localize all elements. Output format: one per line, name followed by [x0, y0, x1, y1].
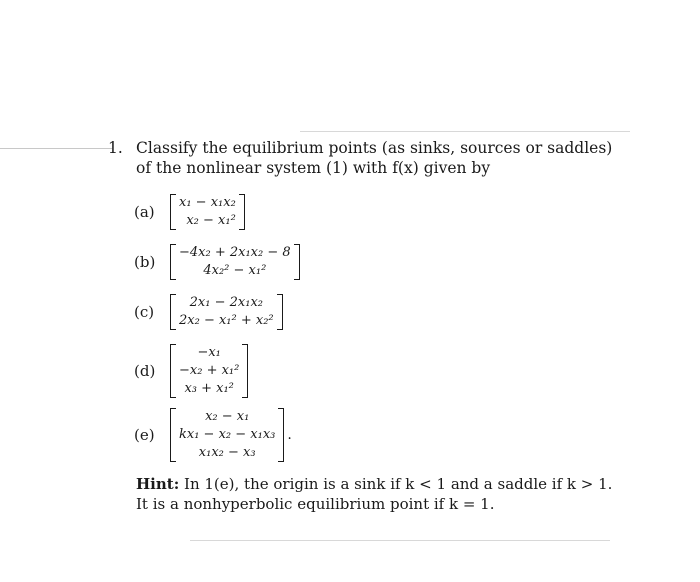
matrix-row: x₃ + x₁²: [184, 381, 234, 396]
hint-text: In 1(e), the origin is a sink if k < 1 and a saddle if k > 1. It is a nonhyperbolic equilibrium point if k = 1.: [136, 475, 613, 513]
part-b: [134, 244, 300, 280]
vector-field-matrix: [170, 408, 284, 462]
trailing-period: .: [287, 427, 292, 443]
matrix-row: −x₁: [197, 345, 221, 360]
hint-paragraph: [136, 474, 626, 514]
problem-number: 1.: [108, 139, 123, 157]
vector-field-matrix: [170, 194, 245, 230]
hint-label: Hint:: [136, 475, 180, 493]
scan-rule-left: [0, 148, 112, 149]
right-bracket: [294, 244, 300, 280]
scan-rule-bottom: [190, 540, 610, 541]
right-bracket: [277, 294, 283, 330]
scan-rule-top: [300, 131, 630, 132]
matrix-row: x₂ − x₁: [205, 409, 250, 424]
matrix-row: x₁ − x₁x₂: [179, 195, 236, 210]
matrix-row: x₁x₂ − x₃: [198, 445, 256, 460]
vector-field-matrix: [170, 294, 283, 330]
matrix-row: 4x₂² − x₁²: [203, 263, 267, 278]
part-label: (b): [134, 253, 156, 271]
matrix-row: kx₁ − x₂ − x₁x₃: [179, 427, 276, 442]
part-c: [134, 294, 283, 330]
right-bracket: [242, 344, 248, 398]
part-d: [134, 344, 248, 398]
part-label: (c): [134, 303, 155, 321]
matrix-row: −x₂ + x₁²: [179, 363, 240, 378]
matrix-row: 2x₂ − x₁² + x₂²: [179, 313, 274, 328]
matrix-row: 2x₁ − 2x₁x₂: [189, 295, 263, 310]
matrix-row: x₂ − x₁²: [186, 213, 236, 228]
part-e: [134, 408, 292, 462]
part-label: (a): [134, 203, 155, 221]
part-a: [134, 194, 245, 230]
right-bracket: [239, 194, 245, 230]
part-label: (e): [134, 426, 155, 444]
right-bracket: [278, 408, 284, 462]
problem-statement: Classify the equilibrium points (as sinks, sources or saddles) of the nonlinear system (1) with f(x) given by: [136, 139, 613, 177]
part-label: (d): [134, 362, 156, 380]
vector-field-matrix: [170, 244, 300, 280]
matrix-row: −4x₂ + 2x₁x₂ − 8: [179, 245, 291, 260]
vector-field-matrix: [170, 344, 248, 398]
